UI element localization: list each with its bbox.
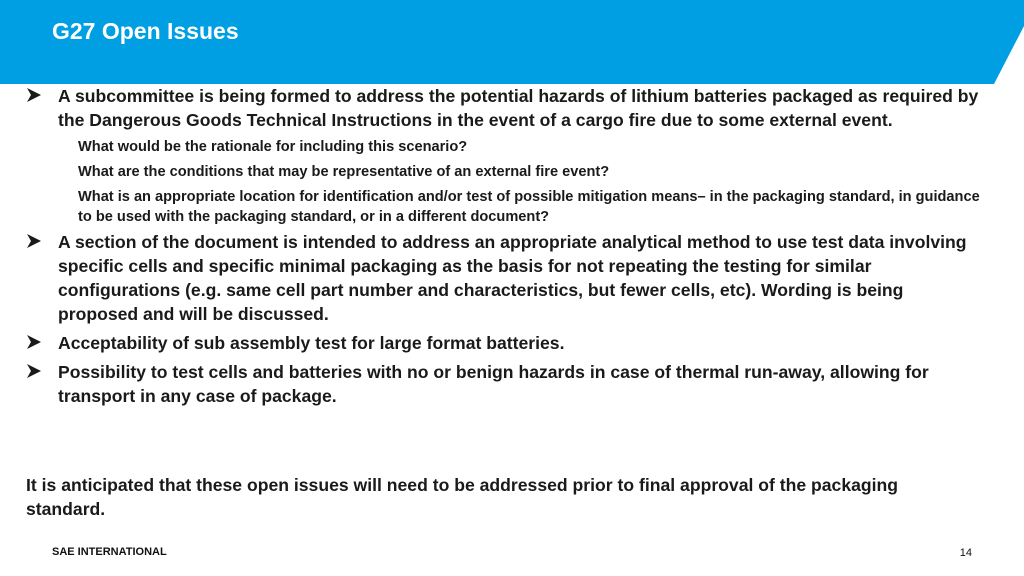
bullet-item [26, 84, 986, 132]
bullet-item [26, 230, 986, 326]
arrowhead-bullet-icon [26, 333, 44, 351]
bullet-text: A section of the document is intended to address an appropriate analytical method to use test data involving specific cells and specific minimal packaging as the basis for not repeating the testing for similar configurations (e.g. same cell part number and characteristics, but fewer cells, etc). Wording is being proposed and will be discussed. [58, 232, 967, 324]
arrowhead-bullet-icon [26, 232, 44, 250]
sub-item: What are the conditions that may be representative of an external fire event? [78, 164, 610, 180]
conclusion-text: It is anticipated that these open issues will need to be addressed prior to final approval of the packaging standard. [26, 475, 899, 519]
sub-item: What is an appropriate location for identification and/or test of possible mitigation means– in the packaging standard, in guidance to be used with the packaging standard, or in a different document? [78, 189, 980, 225]
bullet-text: Acceptability of sub assembly test for large format batteries. [58, 333, 565, 353]
bullet-text: A subcommittee is being formed to address the potential hazards of lithium batteries packaged as required by the Dangerous Goods Technical Instructions in the event of a cargo fire due to some external event. [58, 86, 979, 130]
page-number: 14 [959, 547, 972, 559]
bullet-text: Possibility to test cells and batteries with no or benign hazards in case of thermal run-away, allowing for transport in any case of package. [58, 362, 929, 406]
slide-body [26, 84, 986, 408]
bullet-item [26, 360, 986, 408]
sub-list [78, 137, 986, 227]
arrowhead-bullet-icon [26, 362, 44, 380]
page-title: G27 Open Issues [52, 18, 239, 44]
bullet-item [26, 331, 986, 355]
arrowhead-bullet-icon [26, 86, 44, 104]
sub-item: What would be the rationale for including this scenario? [78, 139, 468, 155]
footer-organization: SAE INTERNATIONAL [52, 546, 167, 558]
title-banner [0, 0, 1024, 84]
